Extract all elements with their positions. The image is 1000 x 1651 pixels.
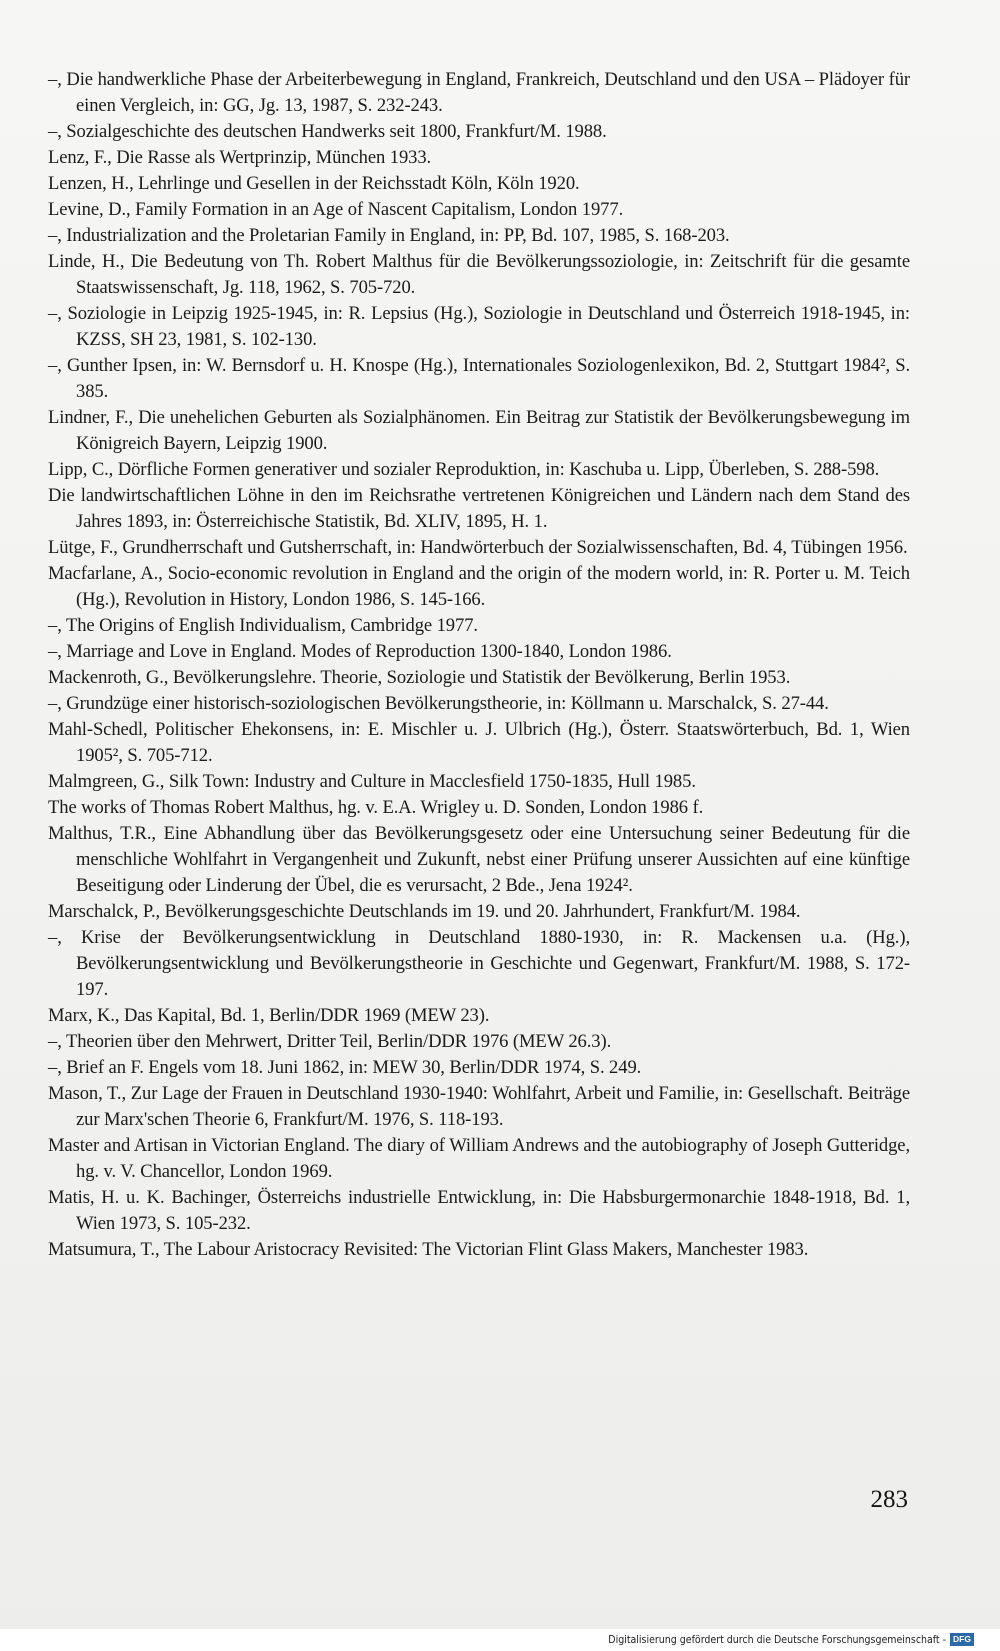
bibliography-entry: –, Industrialization and the Proletarian Family in England, in: PP, Bd. 107, 1985, S. 168-203.: [48, 225, 730, 246]
digitization-credit: [608, 1633, 974, 1646]
bibliography-entry: Lipp, C., Dörfliche Formen generativer und sozialer Reproduktion, in: Kaschuba u. Lipp, Überleben, S. 288-598.: [48, 459, 880, 480]
bibliography-entry: Malthus, T.R., Eine Abhandlung über das Bevölkerungsgesetz oder eine Untersuchung seiner Bedeutung für die menschliche Wohlfahrt in Vergangenheit und Zukunft, nebst einer Prüfung unserer Aussichten auf eine künftige Beseitigung oder Linderung der Übel, die es verursacht, 2 Bde., Jena 1924².: [48, 823, 910, 896]
bibliography-entry: –, Die handwerkliche Phase der Arbeiterbewegung in England, Frankreich, Deutschland und den USA – Plädoyer für einen Vergleich, in: GG, Jg. 13, 1987, S. 232-243.: [48, 69, 910, 116]
bibliography-entry: –, Krise der Bevölkerungsentwicklung in Deutschland 1880-1930, in: R. Mackensen u.a. (Hg.), Bevölkerungsentwicklung und Bevölkerungstheorie in Geschichte und Gegenwart, Frankfurt/M. 1988, S. 172-197.: [48, 927, 910, 1000]
page-number: 283: [870, 1486, 908, 1513]
footer-text: Digitalisierung gefördert durch die Deutsche Forschungsgemeinschaft -: [608, 1633, 947, 1646]
bibliography-entry: Levine, D., Family Formation in an Age of Nascent Capitalism, London 1977.: [48, 199, 624, 220]
dfg-logo-icon: DFG: [950, 1633, 974, 1646]
bibliography-entry: Marschalck, P., Bevölkerungsgeschichte Deutschlands im 19. und 20. Jahrhundert, Frankfurt/M. 1984.: [48, 901, 801, 922]
bibliography-entry: Matsumura, T., The Labour Aristocracy Revisited: The Victorian Flint Glass Makers, Manchester 1983.: [48, 1239, 809, 1260]
footer-bar: [0, 1629, 1000, 1651]
bibliography-entry: Matis, H. u. K. Bachinger, Österreichs industrielle Entwicklung, in: Die Habsburgermonarchie 1848-1918, Bd. 1, Wien 1973, S. 105-232.: [48, 1187, 910, 1234]
bibliography-entry: Lenzen, H., Lehrlinge und Gesellen in der Reichsstadt Köln, Köln 1920.: [48, 173, 580, 194]
bibliography-entry: –, Marriage and Love in England. Modes of Reproduction 1300-1840, London 1986.: [48, 641, 672, 662]
bibliography-entry: Malmgreen, G., Silk Town: Industry and Culture in Macclesfield 1750-1835, Hull 1985.: [48, 771, 696, 792]
bibliography-entry: –, Soziologie in Leipzig 1925-1945, in: R. Lepsius (Hg.), Soziologie in Deutschland und Österreich 1918-1945, in: KZSS, SH 23, 1981, S. 102-130.: [48, 303, 910, 350]
bibliography-entry: Mahl-Schedl, Politischer Ehekonsens, in: E. Mischler u. J. Ulbrich (Hg.), Österr. Staatswörterbuch, Bd. 1, Wien 1905², S. 705-712.: [48, 719, 910, 766]
bibliography-entry: Die landwirtschaftlichen Löhne in den im Reichsrathe vertretenen Königreichen und Ländern nach dem Stand des Jahres 1893, in: Österreichische Statistik, Bd. XLIV, 1895, H. 1.: [48, 485, 910, 532]
bibliography-entry: Lenz, F., Die Rasse als Wertprinzip, München 1933.: [48, 147, 432, 168]
bibliography-entry: –, Sozialgeschichte des deutschen Handwerks seit 1800, Frankfurt/M. 1988.: [48, 121, 607, 142]
bibliography-entry: –, Brief an F. Engels vom 18. Juni 1862, in: MEW 30, Berlin/DDR 1974, S. 249.: [48, 1057, 642, 1078]
bibliography-entry: –, Gunther Ipsen, in: W. Bernsdorf u. H. Knospe (Hg.), Internationales Soziologenlexikon, Bd. 2, Stuttgart 1984², S. 385.: [48, 355, 910, 402]
bibliography-entry: –, Grundzüge einer historisch-soziologischen Bevölkerungstheorie, in: Köllmann u. Marschalck, S. 27-44.: [48, 693, 829, 714]
bibliography-entry: Macfarlane, A., Socio-economic revolution in England and the origin of the modern world, in: R. Porter u. M. Teich (Hg.), Revolution in History, London 1986, S. 145-166.: [48, 563, 910, 610]
bibliography-entry: Lindner, F., Die unehelichen Geburten als Sozialphänomen. Ein Beitrag zur Statistik der Bevölkerungsbewegung im Königreich Bayern, Leipzig 1900.: [48, 407, 910, 454]
bibliography-entry: Mason, T., Zur Lage der Frauen in Deutschland 1930-1940: Wohlfahrt, Arbeit und Familie, in: Gesellschaft. Beiträge zur Marx'schen Theorie 6, Frankfurt/M. 1976, S. 118-193.: [48, 1083, 910, 1130]
bibliography-entry: Lütge, F., Grundherrschaft und Gutsherrschaft, in: Handwörterbuch der Sozialwissenschaften, Bd. 4, Tübingen 1956.: [48, 537, 908, 558]
bibliography-list: [48, 67, 910, 1263]
bibliography-entry: Mackenroth, G., Bevölkerungslehre. Theorie, Soziologie und Statistik der Bevölkerung, Berlin 1953.: [48, 667, 791, 688]
bibliography-entry: Marx, K., Das Kapital, Bd. 1, Berlin/DDR 1969 (MEW 23).: [48, 1005, 490, 1026]
bibliography-entry: The works of Thomas Robert Malthus, hg. v. E.A. Wrigley u. D. Sonden, London 1986 f.: [48, 797, 704, 818]
bibliography-entry: –, Theorien über den Mehrwert, Dritter Teil, Berlin/DDR 1976 (MEW 26.3).: [48, 1031, 612, 1052]
bibliography-entry: Master and Artisan in Victorian England. The diary of William Andrews and the autobiography of Joseph Gutteridge, hg. v. V. Chancellor, London 1969.: [48, 1135, 910, 1182]
bibliography-entry: Linde, H., Die Bedeutung von Th. Robert Malthus für die Bevölkerungssoziologie, in: Zeitschrift für die gesamte Staatswissenschaft, Jg. 118, 1962, S. 705-720.: [48, 251, 910, 298]
bibliography-entry: –, The Origins of English Individualism, Cambridge 1977.: [48, 615, 478, 636]
